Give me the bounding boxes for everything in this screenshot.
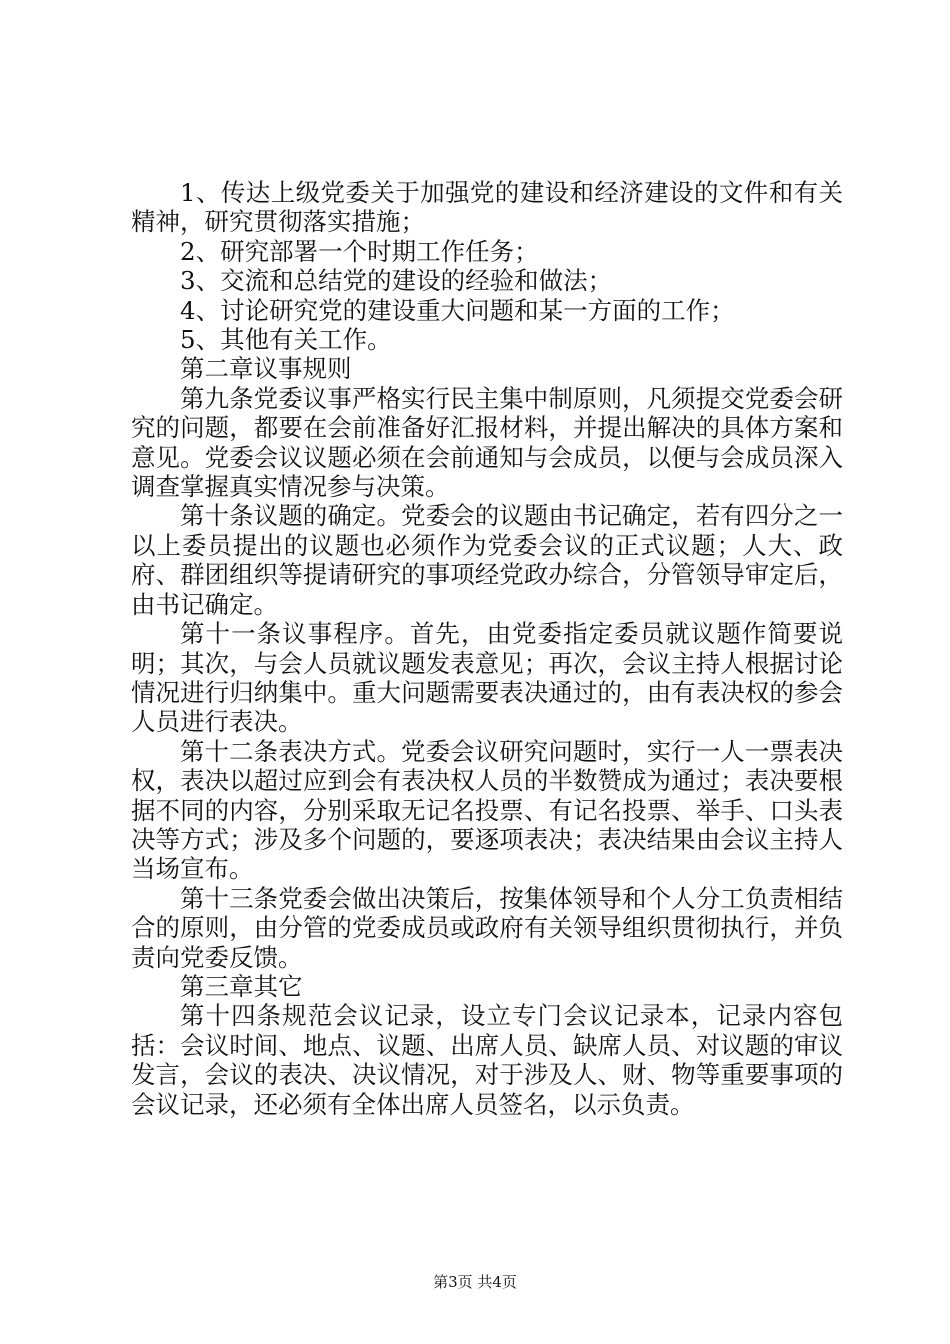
article-14: 第十四条规范会议记录，设立专门会议记录本，记录内容包括：会议时间、地点、议题、出席人员、缺席人员、对议题的审议发言，会议的表决、决议情况，对于涉及人、财、物等重要事项的会议记录，还必须有全体出席人员签名，以示负责。	[131, 1001, 843, 1119]
article-12: 第十二条表决方式。党委会议研究问题时，实行一人一票表决权，表决以超过应到会有表决权人员的半数赞成为通过；表决要根据不同的内容，分别采取无记名投票、有记名投票、举手、口头表决等方式；涉及多个问题的，要逐项表决；表决结果由会议主持人当场宣布。	[131, 736, 843, 884]
document-body	[131, 178, 843, 1119]
paragraph-item-5: 5、其他有关工作。	[180, 325, 392, 355]
article-13: 第十三条党委会做出决策后，按集体领导和个人分工负责相结合的原则，由分管的党委成员或政府有关领导组织贯彻执行，并负责向党委反馈。	[131, 883, 843, 972]
paragraph-item-1: 1、传达上级党委关于加强党的建设和经济建设的文件和有关精神，研究贯彻落实措施；	[131, 178, 843, 237]
chapter-heading-2: 第二章议事规则	[180, 354, 352, 384]
article-10: 第十条议题的确定。党委会的议题由书记确定，若有四分之一以上委员提出的议题也必须作为党委会议的正式议题；人大、政府、群团组织等提请研究的事项经党政办综合，分管领导审定后，由书记确定。	[131, 501, 843, 619]
chapter-heading-3: 第三章其它	[180, 971, 303, 1001]
paragraph-item-2: 2、研究部署一个时期工作任务；	[180, 236, 539, 266]
paragraph-item-4: 4、讨论研究党的建设重大问题和某一方面的工作；	[180, 295, 735, 325]
article-9: 第九条党委议事严格实行民主集中制原则，凡须提交党委会研究的问题，都要在会前准备好汇报材料，并提出解决的具体方案和意见。党委会议议题必须在会前通知与会成员，以便与会成员深入调查掌握真实情况参与决策。	[131, 383, 843, 502]
article-11: 第十一条议事程序。首先，由党委指定委员就议题作简要说明；其次，与会人员就议题发表意见；再次，会议主持人根据讨论情况进行归纳集中。重大问题需要表决通过的，由有表决权的参会人员进行表决。	[131, 619, 843, 737]
page-number-footer: 第3页 共4页	[433, 1273, 517, 1291]
paragraph-item-3: 3、交流和总结党的建设的经验和做法；	[180, 266, 613, 296]
